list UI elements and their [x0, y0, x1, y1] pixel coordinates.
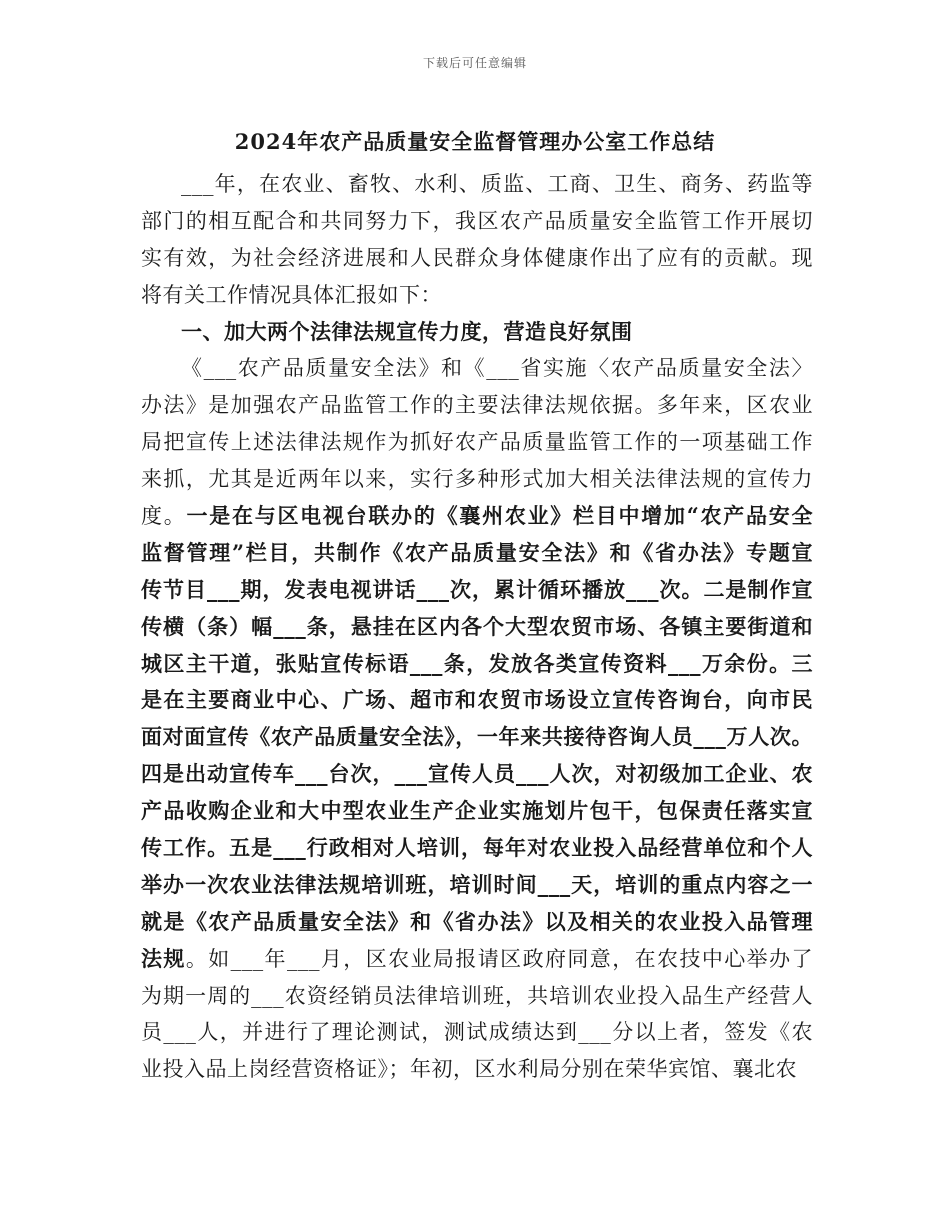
text-segment: 。如___年___月，区农业局报请区政府同意，在农技中心举办了: [185, 946, 814, 971]
text-segment: 四是出动宣传车___台次，___宣传人员___人次，对初级加工企业、农: [141, 761, 813, 787]
text-line: [141, 904, 813, 941]
text-line: [141, 387, 813, 424]
text-line: [141, 609, 813, 646]
text-segment: 产品收购企业和大中型农业生产企业实施划片包干，包保责任落实宣: [141, 798, 813, 824]
text-segment: 传横（条）幅___条，悬挂在区内各个大型农贸市场、各镇主要街道和: [141, 613, 813, 639]
text-line: [141, 166, 813, 203]
text-line: [141, 572, 813, 609]
section-heading: [141, 314, 813, 351]
text-segment: 一、加大两个法律法规宣传力度，营造良好氛围: [181, 318, 633, 344]
text-segment: 传节目___期，发表电视讲话___次，累计循环播放___次。: [141, 576, 704, 602]
text-segment: 办法》是加强农产品监管工作的主要法律法规依据。多年来，区农业: [141, 393, 813, 418]
text-line: [141, 941, 813, 978]
text-line: [141, 350, 813, 387]
text-line: [141, 498, 813, 535]
text-segment: 城区主干道，张贴宣传标语___条，发放各类宣传资料___万余份。三: [141, 650, 813, 676]
text-line: [141, 461, 813, 498]
text-line: [141, 1051, 813, 1088]
text-segment: 就是《农产品质量安全法》和《省办法》以及相关的农业投入品管理: [141, 908, 813, 934]
header-note: 下载后可任意编辑: [422, 56, 527, 70]
text-segment: 是在主要商业中心、广场、超市和农贸市场设立宣传咨询台，向市民: [141, 687, 813, 713]
text-line: [141, 793, 813, 830]
text-line: [141, 424, 813, 461]
text-segment: 一是在与区电视台联办的《襄州农业》栏目中增加“农产品安全: [186, 503, 814, 529]
text-line: [141, 535, 813, 572]
text-segment: 《___农产品质量安全法》和《___省实施〈农产品质量安全法〉: [181, 356, 813, 381]
text-segment: 将有关工作情况具体汇报如下：: [141, 282, 442, 307]
text-segment: 部门的相互配合和共同努力下，我区农产品质量安全监管工作开展切: [141, 208, 813, 233]
text-segment: 员___人，并进行了理论测试，测试成绩达到___分以上者，签发《农: [141, 1020, 813, 1045]
text-line: [141, 277, 813, 314]
text-segment: 来抓，尤其是近两年以来，实行多种形式加大相关法律法规的宣传力: [141, 467, 813, 492]
text-segment: 局把宣传上述法律法规作为抓好农产品质量监管工作的一项基础工作: [141, 430, 813, 455]
text-line: [141, 1014, 813, 1051]
text-segment: ___年，在农业、畜牧、水利、质监、工商、卫生、商务、药监等: [181, 172, 813, 196]
text-segment: 传工作。五是___行政相对人培训，每年对农业投入品经营单位和个人: [141, 835, 813, 861]
text-segment: 面对面宣传《农产品质量安全法》，一年来共接待咨询人员___万人次。: [141, 724, 813, 750]
text-line: [141, 682, 813, 719]
text-line: [141, 240, 813, 277]
text-segment: 法规: [141, 945, 186, 971]
text-line: [141, 719, 813, 756]
document-body: [141, 166, 813, 1088]
text-segment: 监督管理”栏目，共制作《农产品质量安全法》和《省办法》专题宣: [141, 539, 813, 565]
text-line: [141, 203, 813, 240]
text-segment: 举办一次农业法律法规培训班，培训时间___天，培训的重点内容之一: [141, 871, 813, 897]
text-line: [141, 830, 813, 867]
text-line: [141, 867, 813, 904]
text-segment: 实有效，为社会经济进展和人民群众身体健康作出了应有的贡献。现: [141, 245, 813, 270]
text-segment: 业投入品上岗经营资格证》；年初，区水利局分别在荣华宾馆、襄北农: [141, 1057, 797, 1082]
text-line: [141, 646, 813, 683]
text-segment: 为期一周的___农资经销员法律培训班，共培训农业投入品生产经营人: [141, 983, 813, 1008]
document-title: 2024年农产品质量安全监督管理办公室工作总结: [234, 129, 716, 154]
text-segment: 度。: [141, 504, 187, 529]
text-line: [141, 756, 813, 793]
text-segment: 二是制作宣: [703, 576, 813, 602]
text-line: [141, 978, 813, 1015]
